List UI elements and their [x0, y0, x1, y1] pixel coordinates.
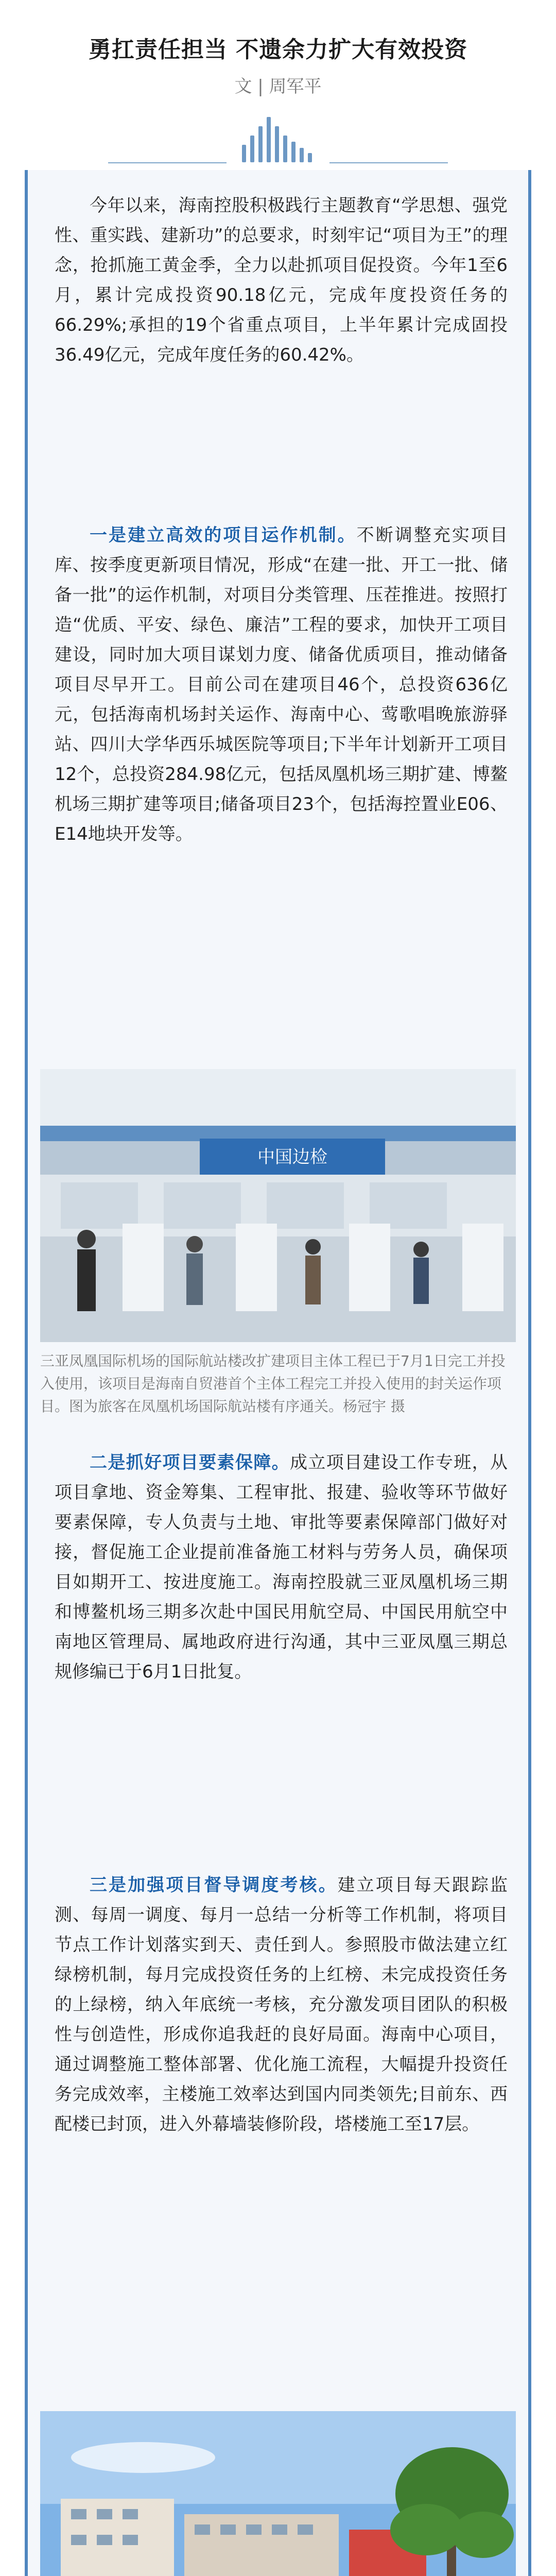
article-card	[25, 170, 531, 2576]
paragraph-section-3: 三是加强项目督导调度考核。建立项目每天跟踪监测、每周一调度、每月一总结一分析等工作机制，将项目节点工作计划落实到天、责任到人。参照股市做法建立红绿榜机制，每月完成投资任务的上红榜、未完成投资任务的上绿榜，纳入年底统一考核，充分激发项目团队的积极性与创造性，形成你追我赶的良好局面。海南中心项目，通过调整施工整体部署、优化施工流程，大幅提升投资任务完成效率，主楼施工效率达到国内同类领先;目前东、西配楼已封顶，进入外幕墙装修阶段，塔楼施工至17层。	[55, 1875, 508, 2134]
article-author: 文 | 周军平	[234, 76, 322, 97]
decor-bar	[250, 135, 254, 162]
decor-bar	[242, 145, 246, 162]
photo-hainan-university	[40, 2411, 516, 2576]
title-decoration	[0, 111, 556, 173]
airport-terminal-image	[40, 1069, 516, 1342]
decor-bar	[308, 153, 312, 162]
photo-airport-terminal	[40, 1069, 516, 1342]
paragraph-intro: 今年以来，海南控股积极践行主题教育“学思想、强党性、重实践、建新功”的总要求，时刻牢记“项目为王”的理念，抢抓施工黄金季，全力以赴抓项目促投资。今年1至6月，累计完成投资90.18亿元，完成年度投资任务的66.29%;承担的19个省重点项目，上半年累计完成固投36.49亿元，完成年度任务的60.42%。	[55, 195, 508, 365]
decor-bar	[300, 148, 304, 162]
decor-bar	[291, 142, 296, 162]
section-1-heading: 一是建立高效的项目运作机制。	[90, 525, 357, 546]
decor-bar	[267, 117, 271, 162]
decor-bar	[283, 135, 287, 162]
decor-line-left	[108, 162, 227, 163]
university-site-image	[40, 2411, 516, 2576]
photo-1-caption: 三亚凤凰国际机场的国际航站楼改扩建项目主体工程已于7月1日完工并投入使用，该项目是海南自贸港首个主体工程完工并投入使用的封关运作项目。图为旅客在凤凰机场国际航站楼有序通关。杨冠宇 摄	[40, 1352, 506, 1415]
article-title: 勇扛责任担当 不遗余力扩大有效投资	[88, 37, 468, 63]
decor-bar	[275, 126, 279, 162]
paragraph-section-2: 二是抓好项目要素保障。成立项目建设工作专班，从项目拿地、资金筹集、工程审批、报建、验收等环节做好要素保障，专人负责与土地、审批等要素保障部门做好对接，督促施工企业提前准备施工材料与劳务人员，确保项目如期开工、按进度施工。海南控股就三亚凤凰机场三期和博鳌机场三期多次赴中国民用航空局、中国民用航空中南地区管理局、属地政府进行沟通，其中三亚凤凰三期总规修编已于6月1日批复。	[55, 1452, 508, 1682]
paragraph-section-1: 一是建立高效的项目运作机制。不断调整充实项目库、按季度更新项目情况，形成“在建一批、开工一批、储备一批”的运作机制，对项目分类管理、压茬推进。按照打造“优质、平安、绿色、廉洁”工程的要求，加快开工项目建设，同时加大项目谋划力度、储备优质项目，推动储备项目尽早开工。目前公司在建项目46个，总投资636亿元，包括海南机场封关运作、海南中心、莺歌唱晚旅游驿站、四川大学华西乐城医院等项目;下半年计划新开工项目12个，总投资284.98亿元，包括凤凰机场三期扩建、博鳌机场三期扩建等项目;储备项目23个，包括海控置业E06、E14地块开发等。	[55, 525, 508, 844]
card-right-border	[528, 170, 531, 2576]
section-3-heading: 三是加强项目督导调度考核。	[90, 1875, 338, 1895]
decor-bar	[258, 126, 263, 162]
decor-line-right	[329, 162, 448, 163]
border-check-sign: 中国边检	[257, 1147, 327, 1167]
card-left-border	[25, 170, 28, 2576]
section-2-heading: 二是抓好项目要素保障。	[90, 1452, 290, 1473]
